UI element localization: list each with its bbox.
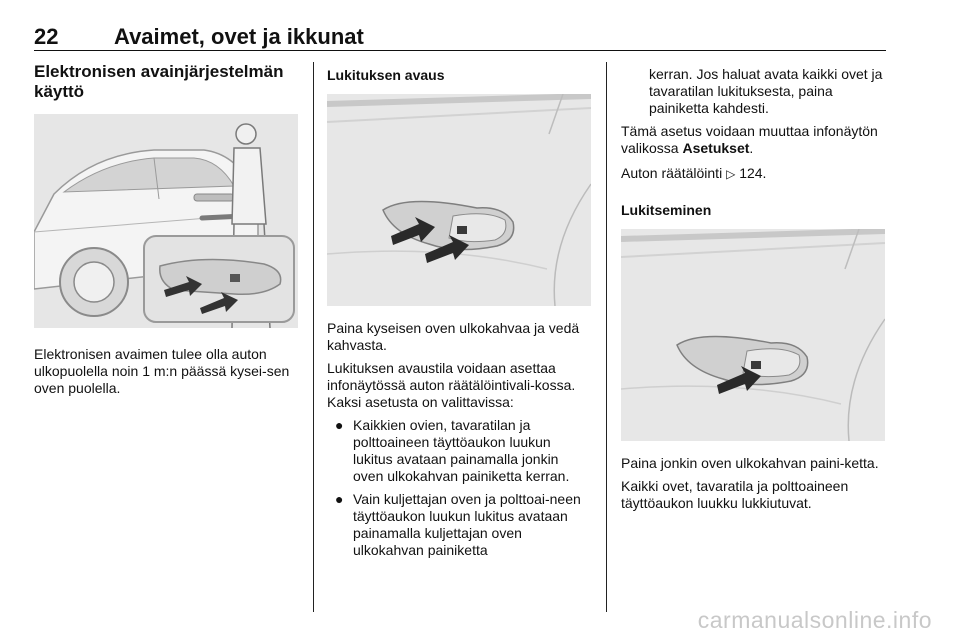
door-handle-unlock-illustration	[327, 94, 591, 306]
lock-result: Kaikki ovet, tavaratila ja polttoaineen täyttöaukon luukku lukkiutuvat.	[621, 478, 849, 511]
section-heading-locking: Lukitseminen	[621, 202, 712, 218]
cross-reference	[621, 165, 885, 183]
section-heading-keyless: Elektronisen avainjärjestelmän käyttö	[34, 62, 284, 101]
door-handle-drawing	[327, 94, 591, 306]
list-item-text: Vain kuljettajan oven ja polttoai-neen täyttöaukon luukun lukitus avataan painamalla kuljettajan oven ulkokahvan painiketta	[353, 491, 581, 558]
car-keyless-illustration	[34, 114, 298, 328]
door-handle-lock-illustration	[621, 229, 885, 441]
keyless-description: Elektronisen avaimen tulee olla auton ulkopuolella noin 1 m:n päässä kysei-sen oven puolella.	[34, 346, 290, 396]
page-reference-icon: ▷	[726, 167, 736, 181]
list-item-text: Kaikkien ovien, tavaratilan ja polttoaineen täyttöaukon luukun lukitus avataan painamalla jonkin oven ulkokahvan painiketta kerran.	[353, 417, 570, 484]
page-header	[34, 14, 886, 54]
bullet-continuation: kerran. Jos haluat avata kaikki ovet ja tavaratilan lukituksesta, paina painiketta kahdesti.	[649, 66, 883, 116]
settings-menu-name: Asetukset	[682, 140, 750, 156]
column-1	[34, 62, 298, 397]
cross-reference-text: Auton räätälöinti	[621, 165, 727, 181]
column-2	[327, 62, 591, 565]
settings-note-end: .	[749, 140, 754, 156]
column-3	[621, 62, 885, 512]
column-divider	[313, 62, 314, 612]
column-divider	[606, 62, 607, 612]
unlock-instruction: Paina kyseisen oven ulkokahvaa ja vedä kahvasta.	[327, 320, 580, 353]
list-item	[327, 491, 591, 559]
header-rule	[34, 50, 886, 51]
unlock-mode-intro: Lukituksen avaustila voidaan asettaa infonäytössä auton räätälöintivali-kossa. Kaksi asetusta on valittavissa:	[327, 360, 576, 410]
cross-reference-page: 124.	[735, 165, 767, 181]
bullet-icon: ●	[335, 491, 344, 507]
page-title: Avaimet, ovet ja ikkunat	[114, 24, 364, 49]
watermark: carmanualsonline.info	[697, 607, 932, 633]
unlock-options-list	[327, 417, 591, 559]
page-number: 22	[34, 24, 59, 49]
section-heading-unlocking: Lukituksen avaus	[327, 67, 445, 83]
door-handle-drawing	[621, 229, 885, 441]
car-person-drawing	[34, 114, 298, 328]
list-item	[327, 417, 591, 485]
settings-note-text: Tämä asetus voidaan muuttaa infonäytön valikossa	[621, 123, 878, 156]
lock-instruction: Paina jonkin oven ulkokahvan paini-ketta.	[621, 455, 879, 471]
bullet-icon: ●	[335, 417, 344, 433]
settings-note	[621, 123, 885, 157]
